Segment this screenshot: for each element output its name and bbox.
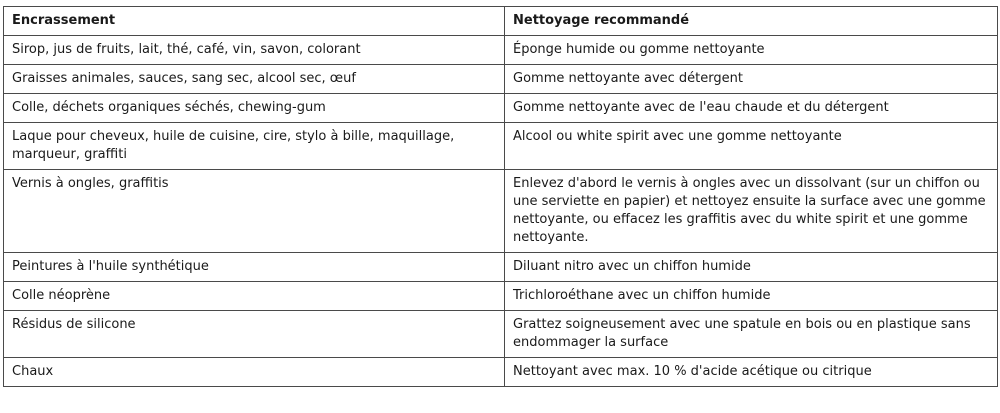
cleaning-cell: Enlevez d'abord le vernis à ongles avec un dissolvant (sur un chiffon ou une serviette en papier) et nettoyez ensuite la surface avec une gomme nettoyante, ou effacez les graffitis avec du white spirit et une gomme nettoyante. [505, 170, 998, 253]
stain-cell: Chaux [4, 358, 505, 387]
table-header-row [4, 7, 998, 36]
stain-cell: Résidus de silicone [4, 311, 505, 358]
cleaning-cell: Grattez soigneusement avec une spatule en bois ou en plastique sans endommager la surface [505, 311, 998, 358]
cleaning-cell: Gomme nettoyante avec de l'eau chaude et du détergent [505, 94, 998, 123]
table-row [4, 358, 998, 387]
stain-cell: Laque pour cheveux, huile de cuisine, cire, stylo à bille, maquillage, marqueur, graffiti [4, 123, 505, 170]
cleaning-cell: Éponge humide ou gomme nettoyante [505, 36, 998, 65]
stain-cell: Colle, déchets organiques séchés, chewing-gum [4, 94, 505, 123]
stain-cell: Colle néoprène [4, 282, 505, 311]
stain-cell: Vernis à ongles, graffitis [4, 170, 505, 253]
cleaning-table-container [3, 6, 997, 387]
stain-cell: Sirop, jus de fruits, lait, thé, café, vin, savon, colorant [4, 36, 505, 65]
stain-cell: Peintures à l'huile synthétique [4, 253, 505, 282]
table-row [4, 170, 998, 253]
stain-cell: Graisses animales, sauces, sang sec, alcool sec, œuf [4, 65, 505, 94]
table-row [4, 253, 998, 282]
cleaning-cell: Nettoyant avec max. 10 % d'acide acétique ou citrique [505, 358, 998, 387]
cleaning-cell: Diluant nitro avec un chiffon humide [505, 253, 998, 282]
cleaning-table [3, 6, 998, 387]
table-row [4, 65, 998, 94]
table-row [4, 311, 998, 358]
header-stain: Encrassement [4, 7, 505, 36]
header-cleaning: Nettoyage recommandé [505, 7, 998, 36]
table-row [4, 282, 998, 311]
cleaning-cell: Alcool ou white spirit avec une gomme nettoyante [505, 123, 998, 170]
table-row [4, 94, 998, 123]
table-row [4, 123, 998, 170]
table-row [4, 36, 998, 65]
cleaning-cell: Trichloroéthane avec un chiffon humide [505, 282, 998, 311]
cleaning-cell: Gomme nettoyante avec détergent [505, 65, 998, 94]
